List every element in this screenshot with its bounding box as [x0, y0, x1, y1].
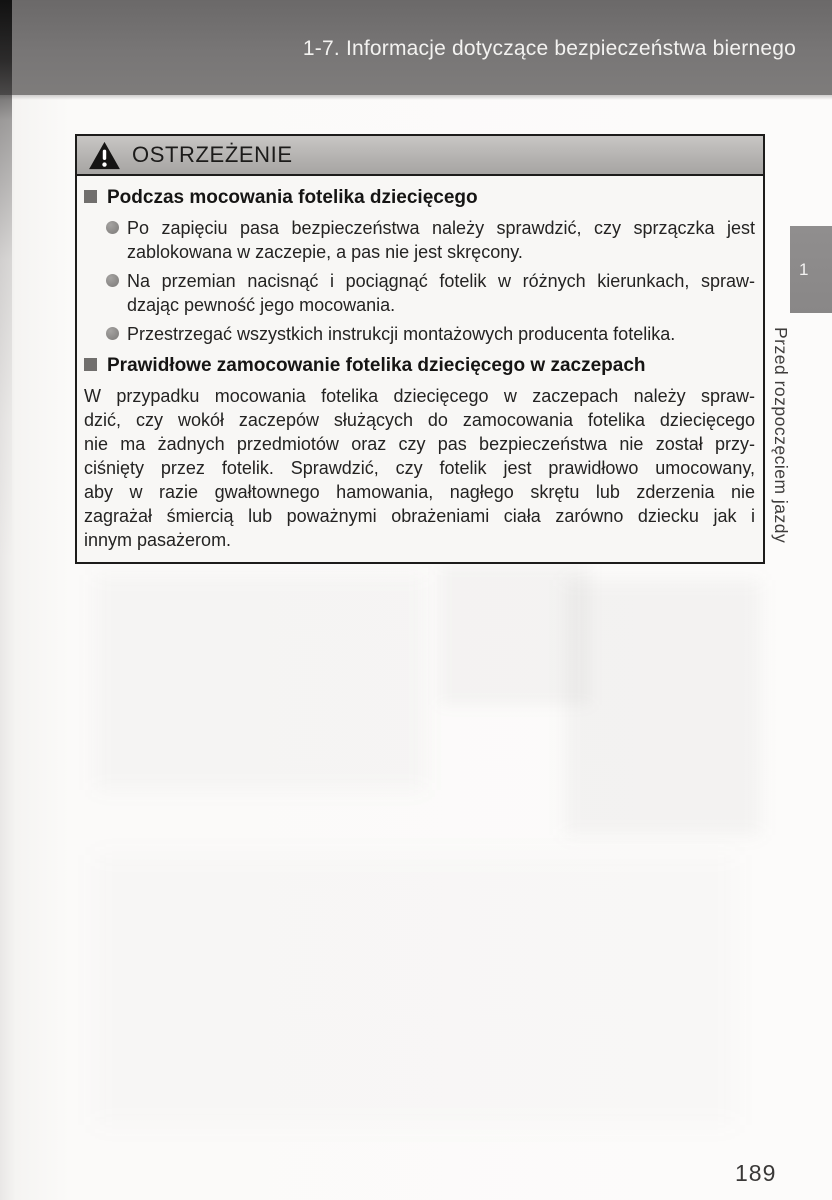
header-band-edge: [0, 95, 832, 100]
print-bleedthrough: [95, 575, 425, 790]
section-heading-2: [84, 354, 755, 378]
chapter-number: 1: [799, 259, 809, 279]
print-bleedthrough: [95, 855, 735, 1125]
warning-title: OSTRZEŻENIE: [132, 142, 293, 167]
section-heading-1: [84, 186, 755, 210]
section-paragraph: W przypadku mocowania fotelika dziecięcego w zaczepach należy spraw- dzić, czy wokół zaczepów służących do zamocowania fotelika dziecięcego nie ma żadnych przedmiotów oraz czy pas bezpieczeństwa nie został przy- ciśnięty przez fotelik. Sprawdzić, czy fotelik jest prawidłowo umocowany, aby w razie gwałtownego hamowania, nagłego skrętu lub zderzenia nie zagrażał śmiercią lub poważnymi obrażeniami ciała zarówno dziecku jak i innym pasażerom.: [84, 386, 755, 550]
circle-bullet-icon: [106, 274, 119, 287]
bullet-text: Przestrzegać wszystkich instrukcji montażowych producenta fotelika.: [127, 324, 676, 344]
page-header-band: [0, 0, 832, 95]
bullet-text: Po zapięciu pasa bezpieczeństwa należy sprawdzić, czy sprzączka jest zablokowana w zaczepie, a pas nie jest skręcony.: [127, 218, 755, 262]
warning-box-body: [77, 176, 763, 562]
warning-triangle-icon: [88, 141, 121, 170]
warning-box-header: [77, 136, 763, 176]
bullet-item: [84, 216, 755, 264]
bullet-text: Na przemian nacisnąć i pociągnąć fotelik w różnych kierunkach, spraw- dzając pewność jego mocowania.: [127, 271, 755, 315]
circle-bullet-icon: [106, 327, 119, 340]
chapter-label-vertical: Przed rozpoczęciem jazdy: [771, 327, 791, 544]
chapter-tab: [790, 226, 832, 313]
page-number: 189: [735, 1160, 777, 1186]
square-bullet-icon: [84, 190, 97, 203]
square-bullet-icon: [84, 358, 97, 371]
circle-bullet-icon: [106, 221, 119, 234]
section-heading-text: Podczas mocowania fotelika dziecięcego: [107, 187, 478, 208]
bullet-item: [84, 322, 755, 346]
section-breadcrumb: 1-7. Informacje dotyczące bezpieczeństwa biernego: [302, 36, 796, 60]
print-bleedthrough: [440, 565, 590, 705]
bullet-item: [84, 269, 755, 317]
print-bleedthrough: [565, 580, 760, 835]
section-heading-text: Prawidłowe zamocowanie fotelika dziecięcego w zaczepach: [107, 355, 646, 376]
warning-box: [75, 134, 765, 564]
book-spine-shadow: [0, 0, 12, 560]
